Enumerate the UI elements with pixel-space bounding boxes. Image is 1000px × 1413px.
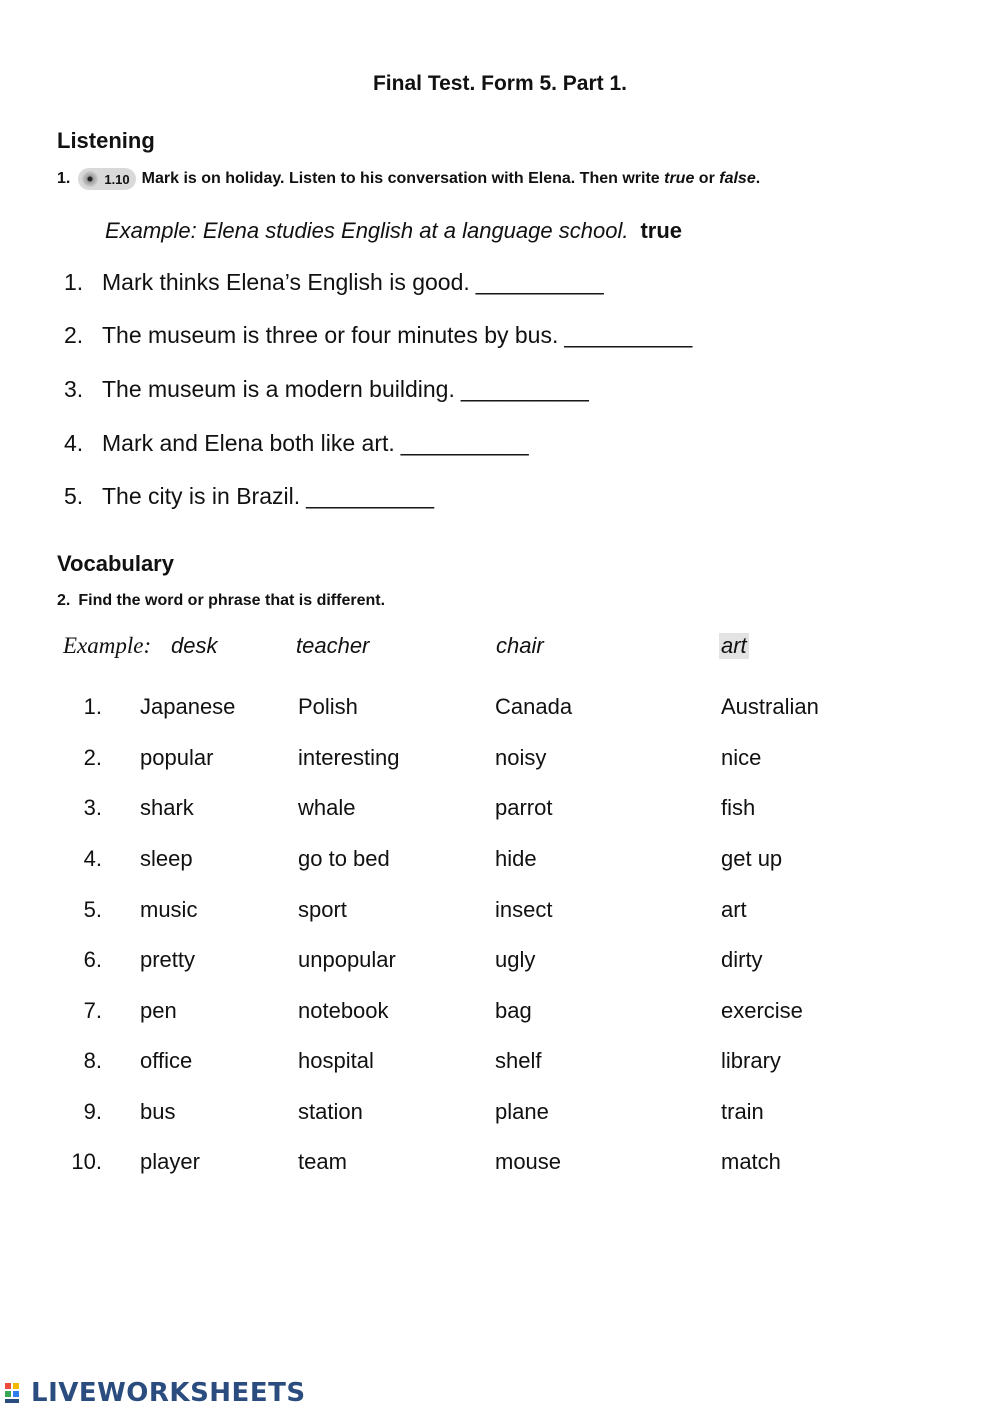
answer-blank[interactable]: __________ — [306, 483, 435, 509]
question-item — [64, 483, 434, 510]
cd-icon — [82, 171, 98, 187]
vocab-example-word: chair — [496, 633, 544, 658]
vocab-option[interactable]: exercise — [721, 998, 803, 1023]
vocab-option[interactable]: hide — [495, 846, 537, 871]
vocab-option[interactable]: team — [298, 1149, 347, 1174]
question-item — [64, 430, 529, 457]
vocab-option[interactable]: whale — [298, 795, 356, 820]
vocab-option[interactable]: Canada — [495, 694, 573, 719]
instruction-number: 2. — [57, 592, 71, 609]
instruction-text: Mark is on holiday. Listen to his conversation with Elena. Then write — [141, 170, 665, 187]
question-text: The museum is a modern building. — [102, 376, 455, 402]
example-answer: true — [640, 218, 683, 243]
vocab-option[interactable]: library — [721, 1048, 781, 1073]
vocab-option[interactable]: hospital — [298, 1048, 374, 1073]
question-item — [64, 269, 604, 296]
vocab-option[interactable]: parrot — [495, 795, 553, 820]
audio-track-number: 1.10 — [104, 171, 130, 187]
vocab-option[interactable]: interesting — [298, 745, 400, 770]
vocab-option[interactable]: go to bed — [298, 846, 390, 871]
vocab-option[interactable]: office — [140, 1048, 193, 1073]
vocab-option[interactable]: ugly — [495, 947, 536, 972]
question-item — [64, 376, 589, 403]
instruction-or-word: or — [694, 170, 720, 187]
vocab-option[interactable]: sleep — [140, 846, 193, 871]
question-number: 3. — [64, 376, 84, 402]
vocab-row-number: 10. — [71, 1149, 102, 1174]
vocab-row-number: 9. — [83, 1099, 102, 1124]
vocab-option[interactable]: fish — [721, 795, 756, 820]
vocab-row-number: 3. — [83, 795, 102, 820]
question-number: 1. — [64, 269, 84, 295]
vocab-row-number: 2. — [83, 745, 102, 770]
vocab-option[interactable]: shark — [140, 795, 194, 820]
vocab-row-number: 8. — [83, 1048, 102, 1073]
vocab-option[interactable]: train — [721, 1099, 764, 1124]
question-number: 2. — [64, 322, 84, 348]
vocab-option[interactable]: unpopular — [298, 947, 396, 972]
instruction-false-word: false — [719, 170, 756, 187]
vocab-option[interactable]: bag — [495, 998, 532, 1023]
listening-heading: Listening — [57, 128, 155, 153]
vocab-option[interactable]: get up — [721, 846, 783, 871]
vocab-option[interactable]: music — [140, 897, 198, 922]
vocab-option[interactable]: noisy — [495, 745, 547, 770]
instruction-text: Find the word or phrase that is different. — [78, 592, 386, 609]
vocab-example-label: Example: — [63, 633, 152, 658]
vocab-row-number: 1. — [83, 694, 102, 719]
vocab-example-word: desk — [171, 633, 218, 658]
vocab-option[interactable]: sport — [298, 897, 347, 922]
liveworksheets-logo-icon — [5, 1381, 27, 1405]
instruction-number: 1. — [57, 170, 71, 187]
question-number: 5. — [64, 483, 84, 509]
answer-blank[interactable]: __________ — [564, 322, 693, 348]
page-title: Final Test. Form 5. Part 1. — [372, 72, 627, 95]
liveworksheets-logo[interactable] — [5, 1378, 306, 1408]
vocab-row-number: 5. — [83, 897, 102, 922]
vocab-option[interactable]: Australian — [721, 694, 819, 719]
vocab-row-number: 4. — [83, 846, 102, 871]
question-text: The city is in Brazil. — [102, 483, 301, 509]
answer-blank[interactable]: __________ — [460, 376, 589, 402]
vocab-option[interactable]: Polish — [298, 694, 358, 719]
question-text: Mark and Elena both like art. — [102, 430, 395, 456]
vocab-option[interactable]: popular — [140, 745, 214, 770]
listening-example — [105, 218, 682, 244]
vocab-example-word: teacher — [296, 633, 370, 658]
listening-instruction — [57, 168, 760, 190]
question-number: 4. — [64, 430, 84, 456]
answer-blank[interactable]: __________ — [475, 269, 604, 295]
vocab-option[interactable]: nice — [721, 745, 762, 770]
vocab-option[interactable]: notebook — [298, 998, 389, 1023]
vocabulary-heading: Vocabulary — [57, 551, 174, 576]
vocab-option[interactable]: dirty — [721, 947, 763, 972]
vocab-option[interactable]: Japanese — [140, 694, 236, 719]
vocab-row-number: 6. — [83, 947, 102, 972]
vocab-option[interactable]: pen — [140, 998, 177, 1023]
vocab-option[interactable]: mouse — [495, 1149, 562, 1174]
vocab-row-number: 7. — [83, 998, 102, 1023]
vocab-option[interactable]: plane — [495, 1099, 549, 1124]
vocab-option[interactable]: station — [298, 1099, 363, 1124]
audio-track-badge[interactable] — [78, 168, 135, 190]
answer-blank[interactable]: __________ — [400, 430, 529, 456]
vocabulary-instruction — [57, 592, 385, 610]
question-item — [64, 322, 692, 349]
vocab-option[interactable]: insect — [495, 897, 553, 922]
liveworksheets-brand: LIVEWORKSHEETS — [31, 1378, 306, 1408]
vocab-option[interactable]: match — [721, 1149, 781, 1174]
vocab-option[interactable]: shelf — [495, 1048, 542, 1073]
vocab-example-answer: art — [721, 633, 747, 658]
instruction-period: . — [755, 170, 761, 187]
vocab-option[interactable]: player — [140, 1149, 200, 1174]
instruction-true-word: true — [664, 170, 695, 187]
example-sentence: Example: Elena studies English at a language school. — [105, 218, 629, 243]
vocab-option[interactable]: bus — [140, 1099, 176, 1124]
question-text: The museum is three or four minutes by bus. — [102, 322, 559, 348]
vocab-option[interactable]: art — [721, 897, 747, 922]
question-text: Mark thinks Elena’s English is good. — [102, 269, 470, 295]
vocab-option[interactable]: pretty — [140, 947, 196, 972]
